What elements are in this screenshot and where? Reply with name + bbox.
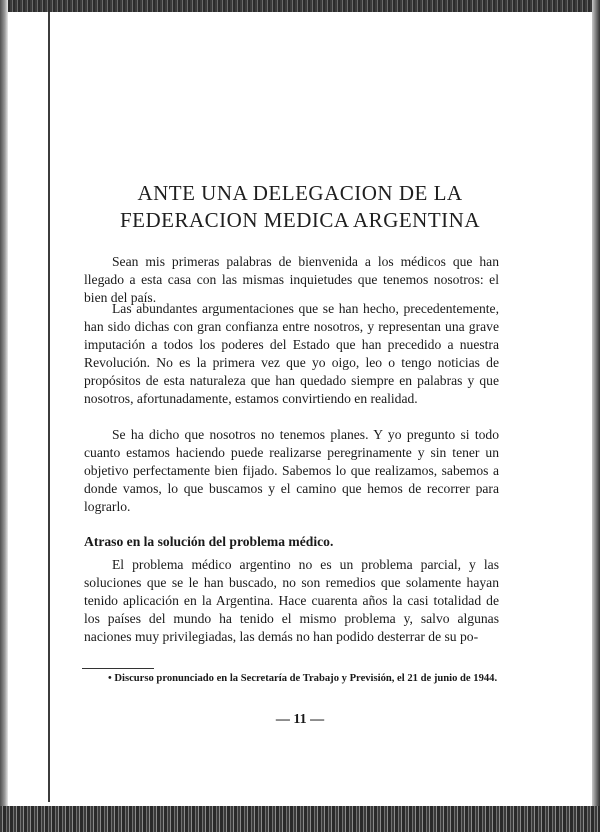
page-title (60, 180, 540, 234)
paragraph-3: Se ha dicho que nosotros no tenemos planes. Y yo pregunto si todo cuanto estamos haciendo puede realizarse peregrinamente y sin tener un objetivo perfectamente bien fijado. Sabemos lo que realizamos, sabemos a donde vamos, lo que buscamos y el camino que hemos de recorrer para lograrlo. (84, 427, 499, 515)
scan-edge-right (592, 0, 600, 832)
page-number: — 11 — (275, 712, 325, 727)
scan-edge-bottom (0, 806, 600, 832)
paragraph-4: El problema médico argentino no es un problema parcial, y las soluciones que se le han buscado, no son remedios que solamente hayan tenido aplicación en la Argentina. Hace cuarenta años la casi totalidad de los países del mundo ha tenido el mismo problema y, salvo algunas naciones muy privilegiadas, las demás no han podido desterrar de su po- (84, 557, 499, 645)
section-heading: Atraso en la solución del problema médico. (84, 534, 334, 549)
footnote: • Discurso pronunciado en la Secretaría de Trabajo y Previsión, el 21 de junio de 1944. (108, 673, 498, 684)
page-binding-line (48, 12, 50, 802)
title-line-2: FEDERACION MEDICA ARGENTINA (120, 208, 480, 232)
scan-edge-left (0, 0, 8, 832)
paragraph-1: Sean mis primeras palabras de bienvenida a los médicos que han llegado a esta casa con las mismas inquietudes que tenemos nosotros: el bien del país. (84, 254, 499, 306)
scan-edge-top (0, 0, 600, 12)
footnote-divider (82, 668, 154, 669)
paragraph-2: Las abundantes argumentaciones que se han hecho, precedentemente, han sido dichas con gran confianza entre nosotros, y representan una grave imputación a todos los poderes del Estado que han precedido a nuestra Revolución. No es la primera vez que yo oigo, leo o tengo noticias de propósitos de esta naturaleza que han quedado siempre en palabras y que nosotros, afortunadamente, estamos convirtiendo en realidad. (84, 301, 499, 407)
title-line-1: ANTE UNA DELEGACION DE LA (137, 181, 463, 205)
